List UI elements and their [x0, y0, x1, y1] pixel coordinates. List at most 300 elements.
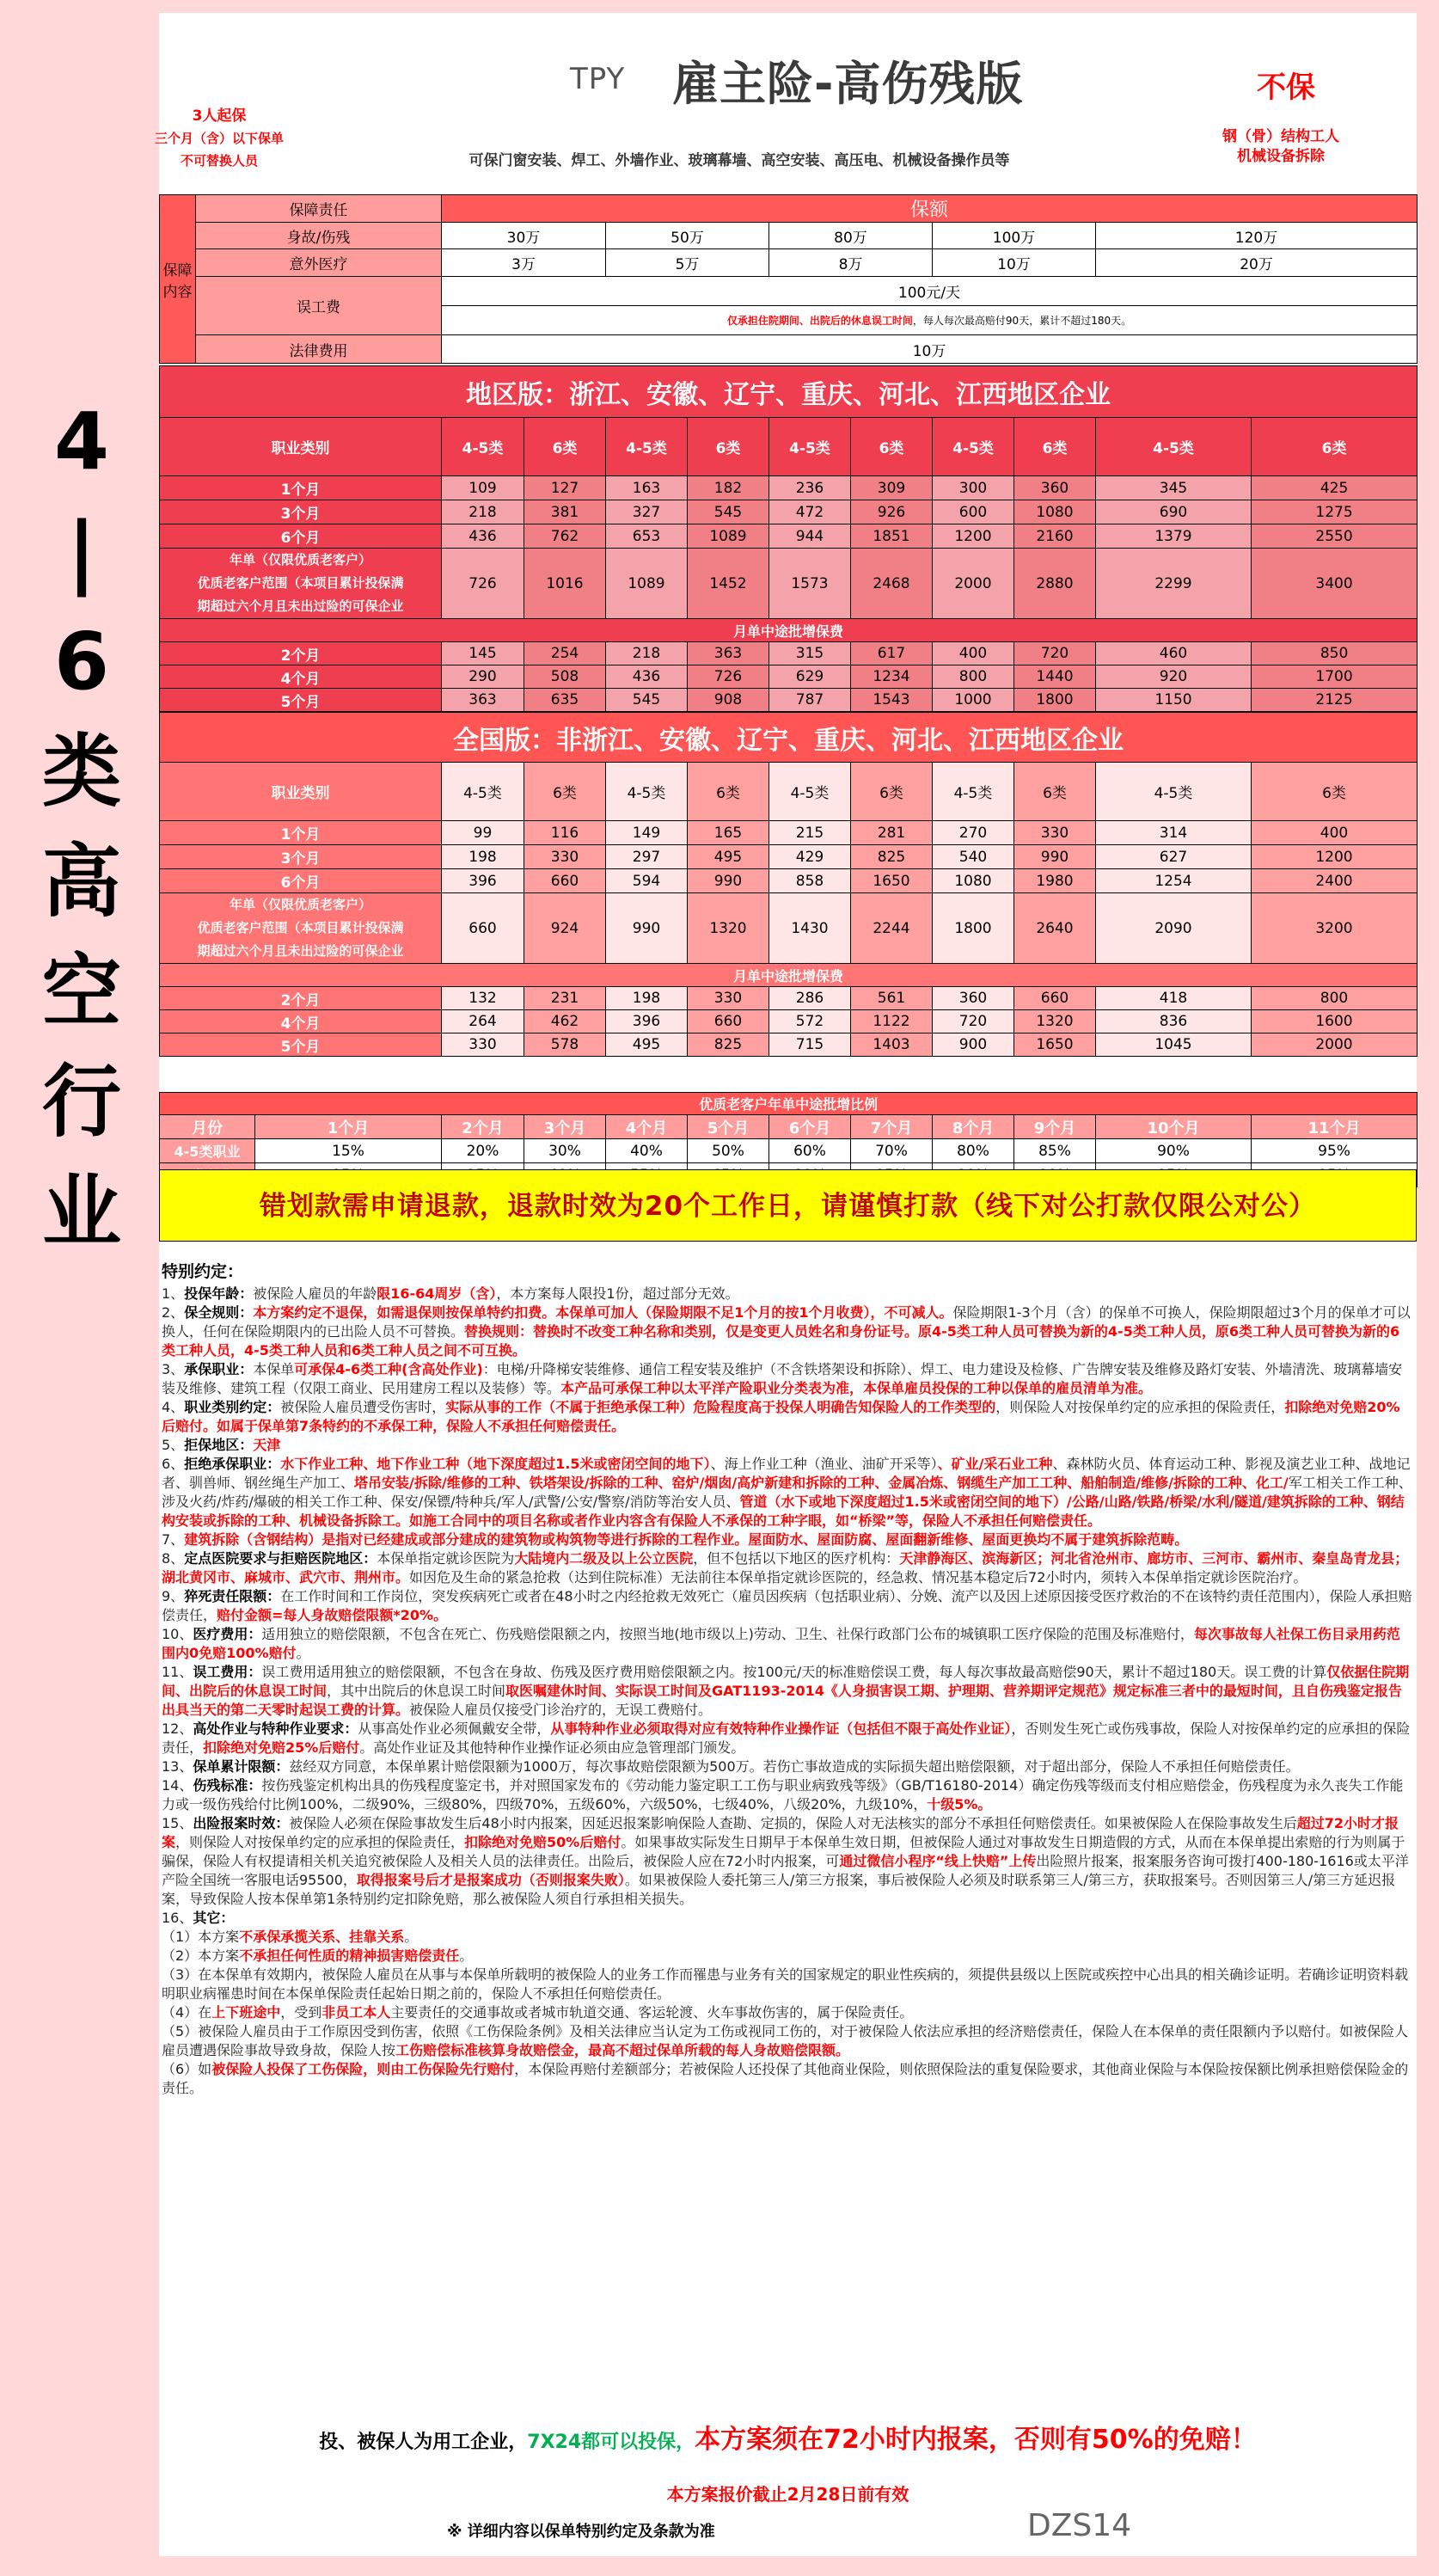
- term-text: 拒保地区：: [184, 1437, 254, 1453]
- price-cell: 990: [1014, 845, 1096, 869]
- pricing-table-region: [159, 365, 1418, 712]
- brand-label: TPY: [570, 62, 626, 96]
- term-text: 。如果事故实际发生日期早于本保单生效日期，但被保险人通过对事故发生日期造假的方式，从而在本保单提出索赔的行为则属于骗保，保险人有权提请相关机关追究被保险人及相关人员的法律责任。出险后，被保险人应在72小时内报案，可: [162, 1834, 1405, 1869]
- price-cell: 2160: [1014, 524, 1096, 549]
- price-cell: 182: [688, 476, 769, 500]
- term-text: ，受到: [280, 2004, 322, 2021]
- price-cell: 627: [1096, 845, 1252, 869]
- term-text: 5、: [162, 1437, 185, 1453]
- coverage-cell: 20万: [1096, 249, 1418, 277]
- coverage-cell: 5万: [606, 249, 769, 277]
- refund-banner: 错划款需申请退款，退款时效为20个工作日，请谨慎打款（线下对公打款仅限公对公）: [159, 1169, 1417, 1242]
- term-text: 保全规则：: [184, 1304, 254, 1321]
- coverage-header-label: 保障责任: [196, 195, 442, 223]
- term-text: 天津静海区、滨海新区；河北省沧州市、廊坊市、三河市、霸州市、秦皇岛青龙县；湖北黄冈市、麻城市、武穴市、荆州市。: [162, 1550, 1409, 1585]
- term-item: [162, 1549, 1412, 1587]
- price-cell: 218: [606, 642, 688, 665]
- row-label: 意外医疗: [196, 249, 442, 277]
- price-cell: 218: [442, 500, 524, 524]
- term-text: 6、: [162, 1456, 185, 1472]
- term-item: [162, 1928, 1412, 1947]
- price-cell: 787: [769, 689, 851, 712]
- term-text: 拒绝承保职业：: [184, 1456, 281, 1472]
- term-text: 14、: [162, 1777, 193, 1794]
- term-text: ，其中出院后的休息误工时间: [327, 1683, 506, 1699]
- price-cell: 1700: [1252, 665, 1418, 689]
- footer-notice-black: 投、被保人为用工企业，: [319, 2432, 528, 2453]
- month-header: 4个月: [606, 1115, 688, 1139]
- term-text: 猝死责任限额：: [184, 1588, 281, 1604]
- term-text: ，本保险再赔付差额部分；若被保险人还投保了其他商业保险，则依照保险法的重复保险要求，其他商业保险与本保险按保额比例承担赔偿保险金的责任。: [162, 2061, 1409, 2096]
- term-text: 仅依据住院期间、出院后的休息误工时间: [162, 1664, 1410, 1699]
- price-cell: 215: [769, 821, 851, 845]
- term-item: [162, 1530, 1412, 1549]
- term-text: 管道（水下或地下深度超过1.5米或密闭空间的地下）/公路/山路/铁路/桥梁/水利/隧道/建筑拆除的工种、钢结构安装或拆除的工种、机械设备拆除工。如施工合同中的项目名称或者作业内容含有保险人不承保的工种字眼，如“桥梁”等，保险人不承担任何赔偿责任。: [162, 1493, 1405, 1529]
- price-cell: 1600: [1252, 1010, 1418, 1033]
- price-cell: 508: [524, 665, 606, 689]
- lost-wage-note: [442, 306, 1418, 335]
- price-cell: 858: [769, 869, 851, 893]
- row-label: 6个月: [160, 869, 442, 893]
- term-text: 4、: [162, 1399, 185, 1415]
- term-text: 赔付金额=每人身故赔偿限额*20%。: [217, 1607, 448, 1623]
- term-text: 高处作业与特种作业要求：: [193, 1720, 358, 1737]
- term-text: 十级5%。: [927, 1796, 992, 1812]
- term-text: 本产品可承保工种以太平洋产险职业分类表为准，本保单雇员投保的工种以保单的雇员清单为准。: [560, 1380, 1153, 1396]
- coverage-cell: 80万: [769, 223, 933, 249]
- class-header: 4-5类: [606, 763, 688, 821]
- price-cell: 1430: [769, 893, 851, 964]
- price-cell: 990: [688, 869, 769, 893]
- annual-label-line: 优质老客户范围（本项目累计投保满: [197, 920, 404, 935]
- term-text: 3、: [162, 1361, 185, 1377]
- price-cell: 231: [524, 987, 606, 1010]
- side-char: 空: [41, 946, 121, 1038]
- term-text: 天津: [253, 1437, 281, 1453]
- price-cell: 660: [442, 893, 524, 964]
- footer-notice-red: 本方案须在72小时内报案，否则有50%的免赔！: [695, 2425, 1257, 2455]
- price-cell: 149: [606, 821, 688, 845]
- row-label: 误工费: [196, 277, 442, 335]
- term-text: 8、: [162, 1550, 185, 1567]
- month-header: 10个月: [1096, 1115, 1252, 1139]
- price-cell: 1275: [1252, 500, 1418, 524]
- term-text: 塔吊安装/拆除/维修的工种、铁塔架设/拆除的工种、窑炉/烟囱/高炉新建和拆除的工种、金属冶炼、钢缆生产加工工种、船舶制造/维修/拆除的工种、化工/: [354, 1475, 1289, 1491]
- month-header: 8个月: [933, 1115, 1014, 1139]
- price-cell: 1089: [688, 524, 769, 549]
- month-header: 6个月: [769, 1115, 851, 1139]
- price-cell: 345: [1096, 476, 1252, 500]
- left-note-1: 三个月（含）以下保单: [155, 131, 285, 146]
- price-cell: 720: [1014, 642, 1096, 665]
- term-item: [162, 2003, 1412, 2022]
- price-cell: 198: [606, 987, 688, 1010]
- term-text: 。如果被保险人委托第三人/第三方报案，事后被保险人必须及时联系第三人/第三方，获取报案号。否则因第三人/第三方延迟报案，导致保险人按本保单第1条特别约定扣除免赔，那么被保险人须自行承担相关损失。: [162, 1872, 1396, 1907]
- ratio-cell: 50%: [688, 1139, 769, 1163]
- price-cell: 1800: [933, 893, 1014, 964]
- price-cell: 300: [933, 476, 1014, 500]
- ratio-cell: 70%: [851, 1139, 933, 1163]
- side-banner: [26, 387, 138, 1267]
- footer-notice: [159, 2418, 1417, 2456]
- price-cell: 2000: [1252, 1033, 1418, 1057]
- term-text: 保单累计限额：: [193, 1758, 290, 1775]
- term-text: 建筑拆除（含钢结构）是指对已经建成或部分建成的建筑物或构筑物等进行拆除的工程作业。屋面防水、屋面防腐、屋面翻新维修、屋面更换均不属于建筑拆除范畴。: [184, 1531, 1189, 1548]
- coverage-cell: 8万: [769, 249, 933, 277]
- class-header: 6类: [851, 763, 933, 821]
- term-text: 超过72小时才报案: [162, 1815, 1399, 1850]
- ratio-cell: 15%: [255, 1139, 442, 1163]
- class-label: 职业类别: [160, 418, 442, 476]
- price-cell: 330: [524, 845, 606, 869]
- row-label: 3个月: [160, 500, 442, 524]
- term-text: 水下作业工种、地下作业工种（地下深度超过1.5米或密闭空间的地下）: [280, 1456, 711, 1472]
- price-cell: 290: [442, 665, 524, 689]
- price-cell: 198: [442, 845, 524, 869]
- term-text: 扣除绝对免赔50%后赔付: [464, 1834, 622, 1850]
- term-text: 不承保承揽关系、挂靠关系: [239, 1929, 405, 1945]
- ratio-cell: 60%: [769, 1139, 851, 1163]
- term-text: 取得报案号后才是报案成功（否则报案失败）: [356, 1872, 625, 1888]
- price-cell: 396: [442, 869, 524, 893]
- price-cell: 1851: [851, 524, 933, 549]
- ratio-cell: 85%: [1014, 1139, 1096, 1163]
- price-cell: 1403: [851, 1033, 933, 1057]
- term-text: 。: [459, 1947, 474, 1964]
- price-cell: 653: [606, 524, 688, 549]
- price-cell: 2880: [1014, 549, 1096, 619]
- term-text: 上下班途中: [211, 2004, 281, 2021]
- price-cell: 2550: [1252, 524, 1418, 549]
- class-header: 4-5类: [933, 418, 1014, 476]
- price-cell: 1200: [933, 524, 1014, 549]
- term-text: 从事特种作业必须取得对应有效特种作业操作证（包括但不限于高处作业证）: [550, 1720, 1012, 1737]
- price-cell: 924: [524, 893, 606, 964]
- term-item: [162, 1757, 1412, 1776]
- row-label: 2个月: [160, 987, 442, 1010]
- price-cell: 1452: [688, 549, 769, 619]
- legal-value: 10万: [442, 335, 1418, 364]
- price-cell: 1016: [524, 549, 606, 619]
- price-cell: 400: [933, 642, 1014, 665]
- price-cell: 540: [933, 845, 1014, 869]
- subtitle: 可保门窗安装、焊工、外墙作业、玻璃幕墙、高空安装、高压电、机械设备操作员等: [468, 152, 1010, 169]
- term-text: 取医嘱建休时间、实际误工时间及GAT1193-2014《人身损害误工期、护理期、营养期评定规范》规定标准三者中的最短时间，且自伤残鉴定报告出具当天的第二天零时起误工费的计算。: [162, 1683, 1402, 1718]
- price-cell: 297: [606, 845, 688, 869]
- price-cell: 920: [1096, 665, 1252, 689]
- price-cell: 908: [688, 689, 769, 712]
- price-cell: 315: [769, 642, 851, 665]
- price-cell: 330: [1014, 821, 1096, 845]
- ratio-title: 优质老客户年单中途批增比例: [160, 1093, 1418, 1115]
- price-cell: 1045: [1096, 1033, 1252, 1057]
- term-text: 承保职业：: [184, 1361, 254, 1377]
- price-cell: 286: [769, 987, 851, 1010]
- midterm-title: 月单中途批增保费: [160, 619, 1418, 642]
- term-text: 12、: [162, 1720, 193, 1737]
- month-header: 7个月: [851, 1115, 933, 1139]
- annual-label-line: 期超过六个月且未出过险的可保企业: [197, 598, 404, 614]
- term-text: 出险报案时效：: [193, 1815, 290, 1831]
- document-code: DZS14: [1027, 2508, 1132, 2543]
- price-cell: 281: [851, 821, 933, 845]
- price-cell: 800: [1252, 987, 1418, 1010]
- price-cell: 900: [933, 1033, 1014, 1057]
- term-text: 投保年龄：: [184, 1285, 254, 1302]
- term-item: [162, 1814, 1412, 1909]
- coverage-cell: 3万: [442, 249, 606, 277]
- term-text: 职业类别约定：: [184, 1399, 281, 1415]
- class-header: 6类: [1014, 763, 1096, 821]
- price-cell: 363: [688, 642, 769, 665]
- price-cell: 2299: [1096, 549, 1252, 619]
- price-cell: 600: [933, 500, 1014, 524]
- pricing-table-national: [159, 712, 1418, 1057]
- coverage-cell: 120万: [1096, 223, 1418, 249]
- side-char: 行: [41, 1056, 121, 1148]
- price-cell: 720: [933, 1010, 1014, 1033]
- term-text: 。高处作业证及其他特种作业操作证必须由应急管理部门颁发。: [359, 1739, 745, 1756]
- price-cell: 381: [524, 500, 606, 524]
- price-cell: 1573: [769, 549, 851, 619]
- month-header: 9个月: [1014, 1115, 1096, 1139]
- row-label: 法律费用: [196, 335, 442, 364]
- class-header: 6类: [524, 763, 606, 821]
- lost-wage-note-red: 仅承担住院期间、出院后的休息误工时间: [726, 315, 913, 327]
- class-header: 4-5类: [1096, 763, 1252, 821]
- price-cell: 360: [1014, 476, 1096, 500]
- term-text: 被保险人雇员遭受伤害时，: [280, 1399, 446, 1415]
- term-text: 大陆境内二级及以上公立医院: [514, 1550, 694, 1567]
- class-header: 6类: [688, 418, 769, 476]
- coverage-cell: 50万: [606, 223, 769, 249]
- term-text: 本保单: [253, 1361, 295, 1377]
- term-text: 被保险人必须在保险事故发生后48小时内报案，因延迟报案影响保险人查勘、定损的，保险人对无法核实的部分不承担任何赔偿责任。如果被保险人在保险事故发生后: [289, 1815, 1297, 1831]
- term-item: [162, 1436, 1412, 1455]
- term-text: 15、: [162, 1815, 193, 1831]
- price-cell: 825: [851, 845, 933, 869]
- row-label: 5个月: [160, 689, 442, 712]
- price-cell: 1089: [606, 549, 688, 619]
- row-label: 2个月: [160, 642, 442, 665]
- price-cell: 1650: [851, 869, 933, 893]
- term-text: 按伤残鉴定机构出具的伤残程度鉴定书，并对照国家发布的《劳动能力鉴定职工工伤与职业病致残等级》（GB/T16180-2014）确定伤残等级而支付相应赔偿金，伤残程度为永久丧失工作能力或一级伤残给付比例100%，二级90%，三级80%，四级70%，五级60%，六级50%，七级40%，八级20%，九级10%，: [162, 1777, 1404, 1812]
- special-terms: [162, 1262, 1412, 2098]
- ratio-cell: 40%: [606, 1139, 688, 1163]
- price-cell: 762: [524, 524, 606, 549]
- price-cell: 545: [688, 500, 769, 524]
- not-covered-item: 机械设备拆除: [1237, 148, 1325, 165]
- annual-label-line: 优质老客户范围（本项目累计投保满: [197, 575, 404, 591]
- price-cell: 617: [851, 642, 933, 665]
- price-cell: 635: [524, 689, 606, 712]
- row-label: 身故/伤残: [196, 223, 442, 249]
- price-cell: 2000: [933, 549, 1014, 619]
- side-char: 业: [41, 1166, 121, 1258]
- class-header: 4-5类: [606, 418, 688, 476]
- side-char: 类: [41, 726, 121, 818]
- not-covered-item: 钢（骨）结构工人: [1222, 128, 1339, 145]
- price-cell: 1379: [1096, 524, 1252, 549]
- price-cell: 472: [769, 500, 851, 524]
- term-text: 误工费用：: [193, 1664, 262, 1680]
- row-label: 3个月: [160, 845, 442, 869]
- term-text: 13、: [162, 1758, 193, 1775]
- price-cell: 660: [688, 1010, 769, 1033]
- term-text: 主要责任的交通事故或者城市轨道交通、客运轮渡、火车事故伤害的，属于保险责任。: [390, 2004, 914, 2021]
- class-header: 6类: [524, 418, 606, 476]
- term-item: [162, 2060, 1412, 2098]
- coverage-cell: 100万: [933, 223, 1096, 249]
- left-note-2: 不可替换人员: [180, 153, 258, 169]
- term-text: 出险照片报案，报案服务咨询可拨打400-180-1616或太平洋产险全国统一客服电话95500，: [162, 1853, 1409, 1888]
- term-text: 被保险人投保了工伤保险，则由工伤保险先行赔付: [211, 2061, 515, 2077]
- price-cell: 660: [524, 869, 606, 893]
- price-cell: 425: [1252, 476, 1418, 500]
- term-text: 、森林防火员、体育运动工种、影视及演艺业工种、战地记者、驯兽师、钢丝绳生产加工、: [162, 1456, 1411, 1491]
- row-label: 5个月: [160, 1033, 442, 1057]
- terms-heading: 特别约定：: [162, 1262, 244, 1281]
- term-text: 保险期限1-3个月（含）的保单不可换人，保险期限超过3个月的保单才可以换人，任何在保险期限内的已出险人员不可替换。: [162, 1304, 1411, 1340]
- price-cell: 594: [606, 869, 688, 893]
- term-item: [162, 1587, 1412, 1625]
- price-cell: 561: [851, 987, 933, 1010]
- price-cell: 944: [769, 524, 851, 549]
- coverage-cell: 10万: [933, 249, 1096, 277]
- side-char: |: [67, 506, 96, 598]
- ratio-cell: 90%: [1096, 1139, 1252, 1163]
- term-item: [162, 1966, 1412, 2003]
- ratio-cell: 20%: [442, 1139, 524, 1163]
- region-title: 全国版：非浙江、安徽、辽宁、重庆、河北、江西地区企业: [160, 713, 1418, 763]
- annual-label: [160, 893, 442, 964]
- term-text: 扣除绝对免赔25%后赔付: [203, 1739, 360, 1756]
- price-cell: 495: [688, 845, 769, 869]
- price-cell: 2090: [1096, 893, 1252, 964]
- coverage-cell: 30万: [442, 223, 606, 249]
- not-covered-items: [1208, 127, 1354, 167]
- term-text: 其它：: [193, 1910, 235, 1926]
- price-cell: 926: [851, 500, 933, 524]
- term-item: [162, 1398, 1412, 1436]
- term-text: 通过微信小程序“线上快赔”上传: [839, 1853, 1037, 1869]
- class-header: 6类: [688, 763, 769, 821]
- term-text: 7、: [162, 1531, 185, 1548]
- price-cell: 2400: [1252, 869, 1418, 893]
- price-cell: 578: [524, 1033, 606, 1057]
- term-text: 11、: [162, 1664, 193, 1680]
- price-cell: 360: [933, 987, 1014, 1010]
- term-text: 兹经双方同意，本保单累计赔偿限额为1000万，每次事故赔偿限额为500万。若伤亡事故造成的实际损失超出赔偿限额，对于超出部分，保险人不承担任何赔偿责任。: [289, 1758, 1300, 1775]
- class-header: 4-5类: [769, 418, 851, 476]
- price-cell: 715: [769, 1033, 851, 1057]
- term-text: 、矿业/采石业工种: [937, 1456, 1053, 1472]
- price-cell: 1800: [1014, 689, 1096, 712]
- price-cell: 429: [769, 845, 851, 869]
- price-cell: 418: [1096, 987, 1252, 1010]
- price-cell: 800: [933, 665, 1014, 689]
- side-char: 4: [53, 396, 109, 488]
- term-item: [162, 1947, 1412, 1966]
- price-cell: 99: [442, 821, 524, 845]
- price-cell: 726: [442, 549, 524, 619]
- term-text: （4）在: [162, 2004, 212, 2021]
- term-text: 从事高处作业必须佩戴安全带，: [358, 1720, 551, 1737]
- price-cell: 2125: [1252, 689, 1418, 712]
- min-people-note: [155, 105, 284, 172]
- price-cell: 1543: [851, 689, 933, 712]
- term-item: [162, 1455, 1412, 1530]
- class-header: 6类: [851, 418, 933, 476]
- row-label: 1个月: [160, 476, 442, 500]
- price-cell: 2468: [851, 549, 933, 619]
- page-title: 雇主险-高伤残版: [672, 57, 1024, 111]
- price-cell: 3400: [1252, 549, 1418, 619]
- term-text: ：电梯/升降梯安装维修、通信工程安装及维护（不含铁塔架设和拆除）、焊工、电力建设及检修、广告牌安装及维修及路灯安装、外墙清洗、玻璃幕墙安装及维修、建筑工程（仅限工商业、民用建房工程以及装修）等。: [162, 1361, 1403, 1396]
- price-cell: 330: [442, 1033, 524, 1057]
- term-item: [162, 1285, 1412, 1303]
- term-text: 不承担任何性质的精神损害赔偿责任: [239, 1947, 460, 1964]
- term-text: 、海上作业工种（渔业、油矿开采等）: [710, 1456, 938, 1472]
- class-header: 6类: [1252, 418, 1418, 476]
- price-cell: 363: [442, 689, 524, 712]
- term-text: ，则保险人对按保单约定的应承担的保险责任，: [175, 1834, 465, 1850]
- term-text: 医疗费用：: [193, 1626, 262, 1642]
- price-cell: 462: [524, 1010, 606, 1033]
- price-cell: 1000: [933, 689, 1014, 712]
- price-cell: 1320: [688, 893, 769, 964]
- price-cell: 163: [606, 476, 688, 500]
- term-text: ，本方案每人限投1份，超过部分无效。: [496, 1285, 739, 1302]
- row-label: 6个月: [160, 524, 442, 549]
- price-cell: 545: [606, 689, 688, 712]
- price-cell: 109: [442, 476, 524, 500]
- not-covered-label: 不保: [1257, 71, 1315, 105]
- class-header: 4-5类: [1096, 418, 1252, 476]
- price-cell: 396: [606, 1010, 688, 1033]
- price-cell: 1254: [1096, 869, 1252, 893]
- term-item: [162, 1360, 1412, 1398]
- price-cell: 270: [933, 821, 1014, 845]
- term-item: [162, 1909, 1412, 1928]
- price-cell: 1150: [1096, 689, 1252, 712]
- price-cell: 495: [606, 1033, 688, 1057]
- term-item: [162, 2022, 1412, 2060]
- month-label: 月份: [160, 1115, 255, 1139]
- term-item: [162, 1625, 1412, 1663]
- term-text: 替换规则：替换时不改变工种名称和类别，仅是变更人员姓名和身份证号。原4-5类工种人员可替换为新的4-5类工种人员，原6类工种人员可替换为新的6类工种人员，4-5类工种人员和6类工种人员之间不可互换。: [162, 1323, 1400, 1359]
- price-cell: 1440: [1014, 665, 1096, 689]
- price-cell: 1122: [851, 1010, 933, 1033]
- term-text: 被保险人雇员的年龄: [253, 1285, 377, 1302]
- term-text: 工伤赔偿标准核算身故赔偿金，最高不超过保单所载的每人身故赔偿限额。: [395, 2042, 850, 2058]
- month-header: 1个月: [255, 1115, 442, 1139]
- price-cell: 330: [688, 987, 769, 1010]
- term-text: 每次事故每人社保工伤目录用药范围内0免赔100%赔付: [162, 1626, 1400, 1661]
- term-text: 误工费用适用独立的赔偿限额，不包含在身故、伤残及医疗费用赔偿限额之内。按100元/天的标准赔偿误工费，每人每次事故最高赔偿90天，累计不超过180天。误工费的计算: [261, 1664, 1327, 1680]
- coverage-table: [159, 194, 1418, 364]
- term-text: 本保单指定就诊医院为: [377, 1550, 515, 1567]
- price-cell: 1080: [1014, 500, 1096, 524]
- class-header: 4-5类: [442, 763, 524, 821]
- term-text: 9、: [162, 1588, 185, 1604]
- midterm-title: 月单中途批增保费: [160, 964, 1418, 987]
- price-cell: 629: [769, 665, 851, 689]
- term-text: 10、: [162, 1626, 193, 1642]
- price-cell: 836: [1096, 1010, 1252, 1033]
- term-text: 被保险人雇员仅接受门诊治疗的，无误工费赔付。: [409, 1702, 713, 1718]
- ratio-cell: 30%: [524, 1139, 606, 1163]
